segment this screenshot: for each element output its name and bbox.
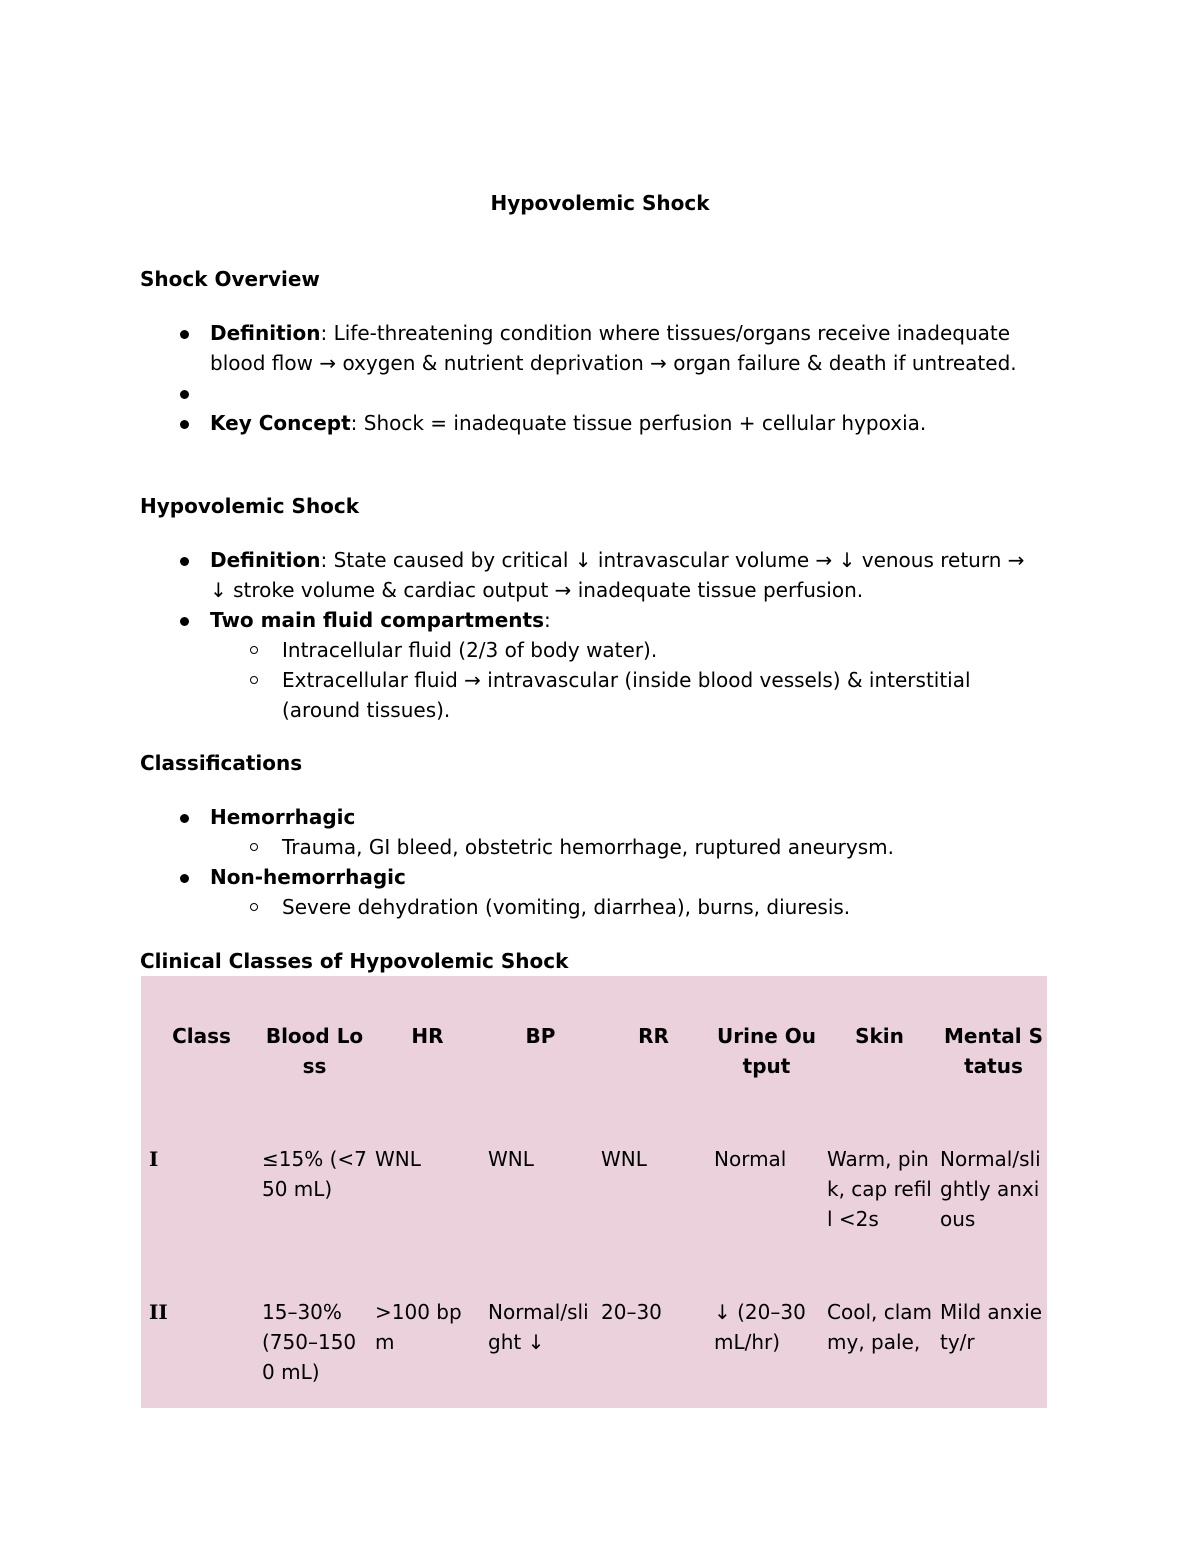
cell-urine-output: Normal bbox=[714, 1147, 787, 1171]
circle-bullet-icon bbox=[250, 676, 258, 684]
page-title: Hypovolemic Shock bbox=[490, 191, 710, 215]
compartments-suffix: : bbox=[544, 608, 551, 632]
sub-item-text: Extracellular fluid → intravascular (inside blood vessels) & interstitial (around tissues). bbox=[282, 668, 971, 722]
table-header-row bbox=[141, 976, 1047, 1144]
sub-list-item bbox=[140, 665, 1040, 725]
circle-bullet-icon bbox=[250, 843, 258, 851]
section-heading-shock-overview: Shock Overview bbox=[140, 267, 320, 291]
section-heading-clinical-classes: Clinical Classes of Hypovolemic Shock bbox=[140, 949, 569, 973]
sub-item-text: Intracellular fluid (2/3 of body water). bbox=[282, 638, 658, 662]
list-item bbox=[140, 605, 1040, 635]
header-mental-status: Mental Status bbox=[944, 1024, 1043, 1078]
bullet-icon bbox=[180, 390, 189, 399]
cell-mental-status: Normal/slightly anxious bbox=[940, 1147, 1041, 1231]
key-concept-text: : Shock = inadequate tissue perfusion + cellular hypoxia. bbox=[350, 411, 927, 435]
cell-hr: WNL bbox=[375, 1147, 421, 1171]
header-class: Class bbox=[172, 1024, 231, 1048]
definition-text: : Life-threatening condition where tissues/organs receive inadequate blood flow → oxygen & nutrient deprivation → organ failure & death if untreated. bbox=[210, 321, 1017, 375]
bullet-icon bbox=[180, 617, 189, 626]
cell-blood-loss: 15–30% (750–1500 mL) bbox=[262, 1300, 357, 1384]
cell-bp: WNL bbox=[488, 1147, 534, 1171]
compartments-label: Two main fluid compartments bbox=[210, 608, 544, 632]
clinical-classes-table-container bbox=[141, 976, 1047, 1408]
cell-rr: WNL bbox=[601, 1147, 647, 1171]
bullet-icon bbox=[180, 420, 189, 429]
cell-blood-loss: ≤15% (<750 mL) bbox=[262, 1147, 367, 1201]
sub-list-item bbox=[140, 635, 1040, 665]
bullet-icon bbox=[180, 814, 189, 823]
cell-rr: 20–30 bbox=[601, 1300, 662, 1324]
circle-bullet-icon bbox=[250, 903, 258, 911]
cell-mental-status: Mild anxiety/r bbox=[940, 1300, 1043, 1354]
list-item bbox=[140, 408, 1040, 438]
bullet-icon bbox=[180, 330, 189, 339]
sub-list-item bbox=[140, 832, 1040, 862]
cell-class: II bbox=[149, 1300, 168, 1324]
clinical-classes-table bbox=[141, 976, 1047, 1450]
header-rr: RR bbox=[638, 1024, 669, 1048]
cell-urine-output: ↓ (20–30 mL/hr) bbox=[714, 1300, 806, 1354]
sub-list-item bbox=[140, 892, 1040, 922]
list-item-empty bbox=[140, 378, 1040, 408]
cell-skin: Cool, clammy, pale, bbox=[827, 1300, 932, 1354]
sub-item-text: Severe dehydration (vomiting, diarrhea), burns, diuresis. bbox=[282, 895, 851, 919]
header-urine-output: Urine Output bbox=[717, 1024, 816, 1078]
non-hemorrhagic-label: Non-hemorrhagic bbox=[210, 865, 406, 889]
header-blood-loss: Blood Loss bbox=[265, 1024, 364, 1078]
cell-class: I bbox=[149, 1147, 159, 1171]
cell-skin: Warm, pink, cap refill <2s bbox=[827, 1147, 932, 1231]
circle-bullet-icon bbox=[250, 646, 258, 654]
table-row bbox=[141, 1144, 1047, 1297]
cell-hr: >100 bpm bbox=[375, 1300, 462, 1354]
bullet-icon bbox=[180, 557, 189, 566]
hemorrhagic-label: Hemorrhagic bbox=[210, 805, 356, 829]
shock-overview-list bbox=[140, 318, 1040, 438]
header-skin: Skin bbox=[855, 1024, 904, 1048]
section-heading-classifications: Classifications bbox=[140, 751, 303, 775]
section-heading-hypovolemic-shock: Hypovolemic Shock bbox=[140, 494, 360, 518]
definition-label: Definition bbox=[210, 548, 321, 572]
list-item bbox=[140, 862, 1040, 892]
definition-text: : State caused by critical ↓ intravascular volume → ↓ venous return → ↓ stroke volume & cardiac output → inadequate tissue perfusion. bbox=[210, 548, 1025, 602]
list-item bbox=[140, 318, 1040, 378]
list-item bbox=[140, 545, 1040, 605]
table-row bbox=[141, 1297, 1047, 1450]
header-hr: HR bbox=[411, 1024, 444, 1048]
key-concept-label: Key Concept bbox=[210, 411, 351, 435]
bullet-icon bbox=[180, 874, 189, 883]
cell-bp: Normal/slight ↓ bbox=[488, 1300, 589, 1354]
hypovolemic-list bbox=[140, 545, 1040, 725]
list-item bbox=[140, 802, 1040, 832]
definition-label: Definition bbox=[210, 321, 321, 345]
sub-item-text: Trauma, GI bleed, obstetric hemorrhage, ruptured aneurysm. bbox=[282, 835, 894, 859]
header-bp: BP bbox=[525, 1024, 556, 1048]
classifications-list bbox=[140, 802, 1040, 922]
